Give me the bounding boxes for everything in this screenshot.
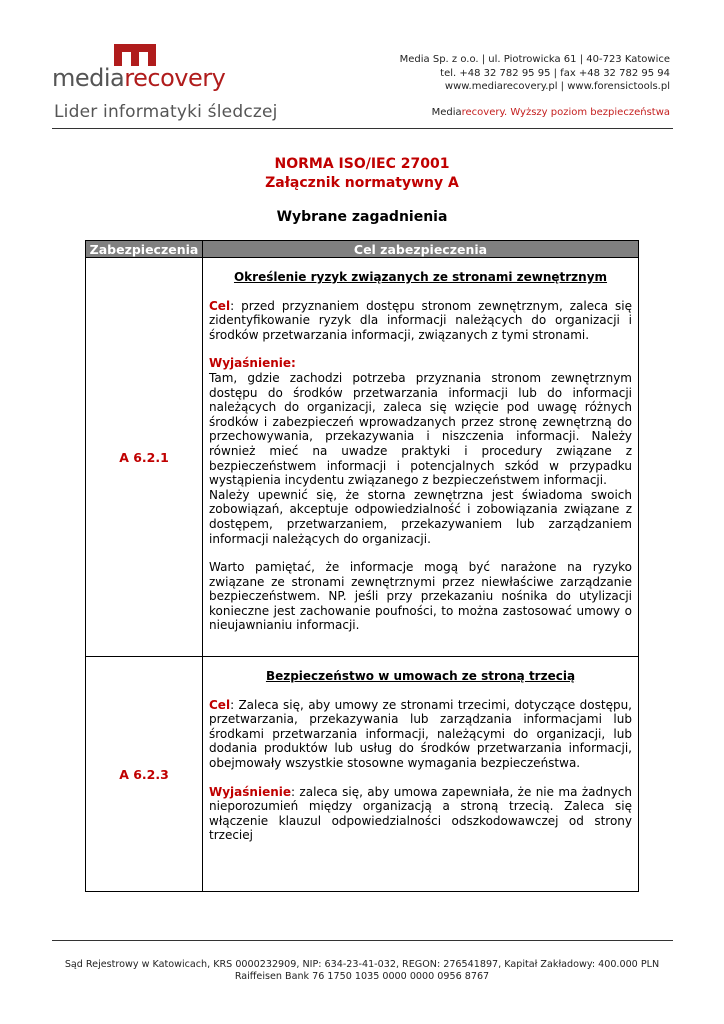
- contact-block: [400, 53, 670, 94]
- explanation-text: Tam, gdzie zachodzi potrzeba przyznania stronom zewnętrznym dostępu do środków przetwarzania informacji lub do informacji należących do organizacji, zaleca się wzięcie pod uwagę różnych środków i zabezpieczeń wprowadzanych przez stronę zewnętrzną do przechowywania, przekazywania i niszczenia informacji. Należy również mieć na uwadze praktyki i procedury związane z bezpieczeństwem informacji i potencjalnych szkód w przypadku wystąpienia incydentu związanego z bezpieczeństwem informacji.: [209, 370, 632, 488]
- controls-table: [85, 240, 639, 892]
- tagline-media: Media: [431, 107, 462, 118]
- objective-text: : Zaleca się, aby umowy ze stronami trzecimi, dotyczące dostępu, przetwarzania, przekazywania lub zarządzania informacjami lub środkami przetwarzania informacji, należącymi do organizacji, lub dodania produktów lub usług do środków przetwarzania informacji, obejmowały wszystkie stosowne wymagania bezpieczeństwa.: [209, 697, 632, 770]
- footer-divider: [52, 940, 673, 941]
- column-header-controls: Zabezpieczenia: [86, 241, 203, 258]
- logo-text-recovery: recovery: [124, 64, 226, 92]
- company-slogan: Lider informatyki śledczej: [54, 102, 278, 122]
- explanation-label: Wyjaśnienie: [209, 784, 292, 799]
- logo-wordmark: [52, 64, 225, 92]
- objective-paragraph: [209, 698, 632, 771]
- logo-mark-icon: [112, 42, 158, 66]
- explanation-text-2: Należy upewnić się, że storna zewnętrzna jest świadoma swoich zobowiązań, akceptuje odpowiedzialność i zobowiązania związane z dostępem, przetwarzaniem, przekazywaniem lub zarządzaniem informacji należących do organizacji.: [209, 487, 632, 546]
- control-description: [203, 657, 639, 892]
- contact-phone: tel. +48 32 782 95 95 | fax +48 32 782 95 94: [440, 67, 670, 79]
- objective-text: : przed przyznaniem dostępu stronom zewnętrznym, zaleca się zidentyfikowanie ryzyk dla informacji należących do organizacji i środków przetwarzania informacji, związanych z tymi stronami.: [209, 298, 632, 342]
- column-header-objective: Cel zabezpieczenia: [203, 241, 639, 258]
- control-code: A 6.2.1: [86, 258, 203, 657]
- document-title: NORMA ISO/IEC 27001: [274, 156, 450, 172]
- footer-registration: Sąd Rejestrowy w Katowicach, KRS 0000232909, NIP: 634-23-41-032, REGON: 276541897, Kapitał Zakładowy: 400.000 PLN: [64, 959, 660, 970]
- table-header-row: [86, 241, 639, 258]
- control-heading: Określenie ryzyk związanych ze stronami zewnętrznym: [233, 270, 608, 284]
- tagline: [432, 107, 670, 118]
- explanation-label: Wyjaśnienie:: [209, 356, 296, 371]
- control-heading: Bezpieczeństwo w umowach ze stroną trzecią: [265, 669, 576, 683]
- control-code: A 6.2.3: [86, 657, 203, 892]
- document-subtitle: Wybrane zagadnienia: [276, 209, 448, 225]
- objective-paragraph: [209, 299, 632, 343]
- contact-address: Media Sp. z o.o. | ul. Piotrowicka 61 | 40-723 Katowice: [399, 54, 670, 65]
- objective-label: Cel: [209, 697, 231, 712]
- table-row: [86, 657, 639, 892]
- explanation-note: Warto pamiętać, że informacje mogą być narażone na ryzyko związane ze stronami zewnętrznymi przez niewłaściwe zarządzanie bezpieczeństwem. NP. jeśli przy przekazaniu nośnika do utylizacji konieczne jest zachowanie poufności, to można zastosować umowy o nieujawnianiu informacji.: [209, 560, 632, 633]
- footer: [0, 959, 724, 983]
- explanation-paragraph: [209, 785, 632, 843]
- contact-websites[interactable]: www.mediarecovery.pl | www.forensictools.pl: [444, 81, 670, 93]
- document-annex-title: Załącznik normatywny A: [265, 175, 459, 191]
- control-description: [203, 258, 639, 657]
- table-row: [86, 258, 639, 657]
- objective-label: Cel: [209, 298, 231, 313]
- header-divider: [52, 128, 673, 129]
- logo-text-media: media: [52, 64, 125, 92]
- tagline-recovery: recovery. Wyższy poziom bezpieczeństwa: [461, 107, 670, 118]
- explanation-text: : zaleca się, aby umowa zapewniała, że nie ma żadnych nieporozumień między organizacją a stroną trzecią. Zaleca się włączenie klauzul odpowiedzialności odszkodowawczej od strony trzeciej: [209, 784, 632, 843]
- footer-bank-account: Raiffeisen Bank 76 1750 1035 0000 0000 0956 8767: [234, 971, 490, 982]
